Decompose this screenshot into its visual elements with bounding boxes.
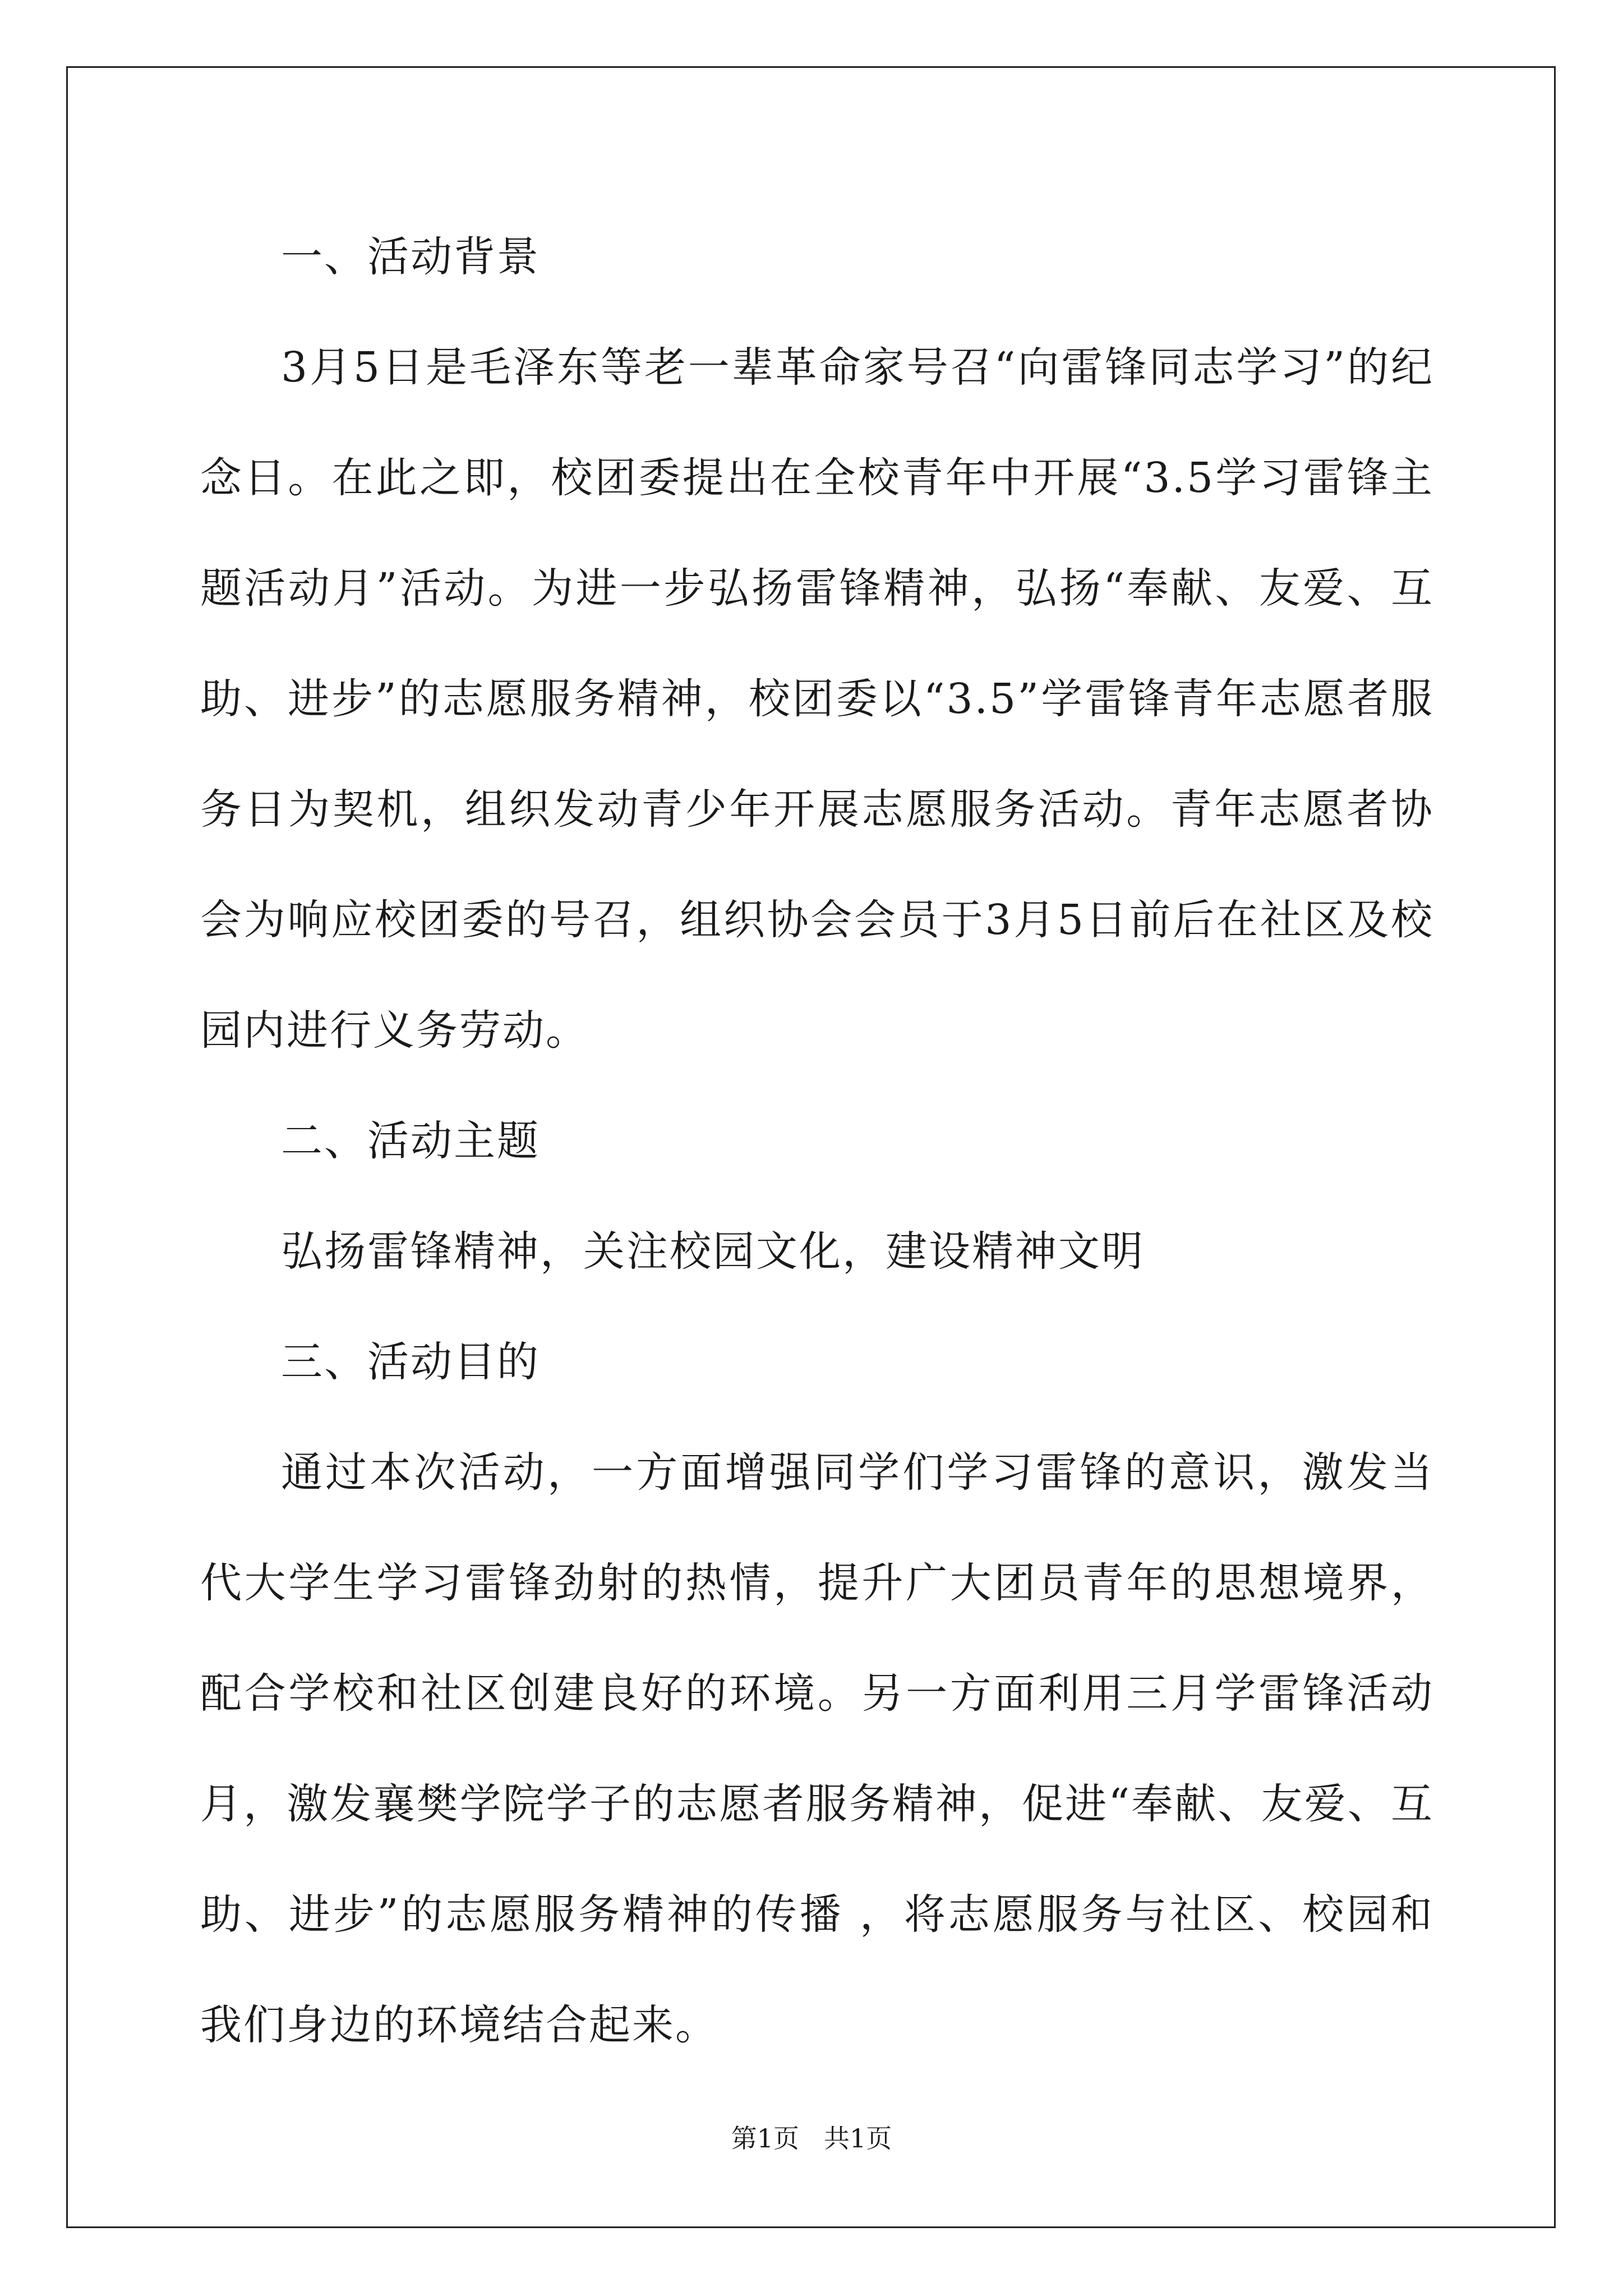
section-heading-theme: 二、活动主题	[281, 1117, 540, 1165]
paragraph-background: 3月5日是毛泽东等老一辈革命家号召“向雷锋同志学习”的纪念日。在此之即，校团委提出在全校青年中开展“3.5学习雷锋主题活动月”活动。为进一步弘扬雷锋精神，弘扬“奉献、友爱、互助、进步”的志愿服务精神，校团委以“3.5”学雷锋青年志愿者服务日为契机，组织发动青少年开展志愿服务活动。青年志愿者协会为响应校团委的号召，组织协会会员于3月5日前后在社区及校园内进行义务劳动。	[200, 343, 1434, 1055]
footer-spacer	[799, 2123, 824, 2154]
document-body	[200, 202, 1434, 2081]
page-number: 第1页	[731, 2123, 800, 2154]
paragraph-theme: 弘扬雷锋精神，关注校园文化，建设精神文明	[281, 1227, 1145, 1276]
page-total: 共1页	[823, 2123, 892, 2154]
section-heading-purpose: 三、活动目的	[281, 1338, 540, 1386]
page-footer	[0, 2122, 1623, 2155]
section-heading-background: 一、活动背景	[281, 233, 540, 281]
paragraph-purpose: 通过本次活动，一方面增强同学们学习雷锋的意识，激发当代大学生学习雷锋劲射的热情，提升广大团员青年的思想境界，配合学校和社区创建良好的环境。另一方面利用三月学雷锋活动月，激发襄樊学院学子的志愿者服务精神，促进“奉献、友爱、互助、进步”的志愿服务精神的传播 ，将志愿服务与社区、校园和我们身边的环境结合起来。	[200, 1448, 1434, 2049]
